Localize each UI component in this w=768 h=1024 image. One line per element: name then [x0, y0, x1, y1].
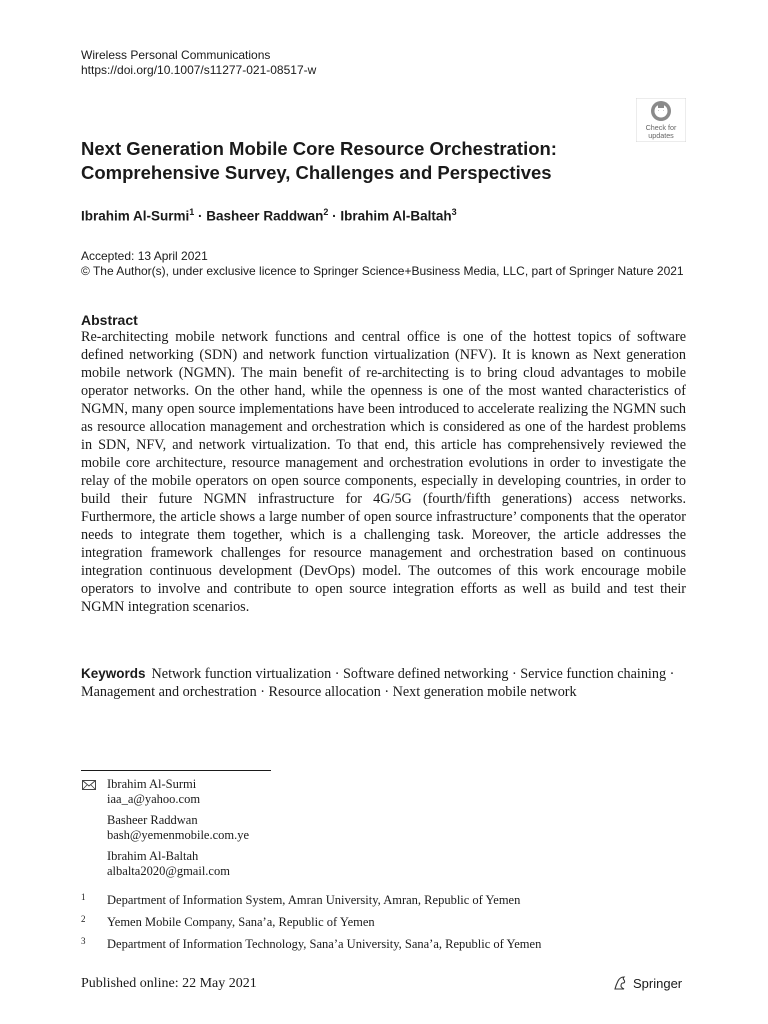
affiliation-number: 3	[81, 936, 86, 946]
check-label-2: updates	[648, 131, 674, 140]
keywords-label: Keywords	[81, 666, 146, 681]
affiliation-text: Department of Information System, Amran University, Amran, Republic of Yemen	[107, 893, 521, 907]
check-for-updates-badge[interactable]	[636, 98, 686, 142]
contact-list	[107, 777, 249, 885]
author-affil-mark: 3	[451, 207, 457, 217]
springer-horse-icon	[612, 975, 628, 991]
contact-entry	[107, 813, 249, 843]
contact-email[interactable]: albalta2020@gmail.com	[107, 864, 230, 878]
journal-header	[81, 48, 316, 78]
author-name[interactable]: Ibrahim Al-Baltah	[340, 208, 452, 224]
abstract-heading: Abstract	[81, 312, 138, 328]
contact-name: Basheer Raddwan	[107, 813, 198, 827]
author-affil-mark: 2	[323, 207, 329, 217]
publisher-logo[interactable]	[612, 975, 682, 991]
author-separator: ·	[194, 208, 207, 224]
footnote-divider	[81, 770, 271, 771]
abstract-text: Re-architecting mobile network functions and central office is one of the hottest topics of software defined networking (SDN) and network function virtualization (NFV). It is known as Next generation mobile network (NGMN). The main benefit of re-architecting is to bring cloud advantages to mobile operator networks. On the other hand, while the openness is one of the most wanted characteristics of NGMN, many open source implementations have been introduced to accelerate realizing the NGMN such as resource allocation management and orchestration which is considered as one of the hardest problems in SDN, NFV, and network virtualization. To that end, this article has comprehensively reviewed the mobile core architecture, resource management and orchestration evolutions in order to investigate the relay of the mobile operators on open source components, especially in developing countries, in order to build their future NGMN infrastructure for 4G/5G (fourth/fifth generations) access networks. Furthermore, the article shows a large number of open source infrastructure’ components that the operator needs to integrate them together, which is a challenging task. Moreover, the article addresses the integration framework challenges for resource management and orchestration based on continuous integration continuous development (DevOps) model. The outcomes of this work encourage mobile operators to involve and contribute to open source integration efforts as well as build and test their NGMN integration scenarios.	[81, 329, 686, 615]
article-dates	[81, 249, 684, 279]
envelope-icon	[82, 780, 96, 790]
accepted-date: Accepted: 13 April 2021	[81, 249, 208, 263]
doi-link[interactable]: https://doi.org/10.1007/s11277-021-08517-w	[81, 63, 317, 77]
affiliation-text: Department of Information Technology, Sana’a University, Sana’a, Republic of Yemen	[107, 937, 542, 951]
keywords-text: Network function virtualization · Software defined networking · Service function chaining · Management and orchestration · Resource allocation · Next generation mobile network	[81, 666, 675, 700]
affiliation-number: 1	[81, 892, 86, 902]
contact-email[interactable]: iaa_a@yahoo.com	[107, 792, 201, 806]
author-name[interactable]: Ibrahim Al-Surmi	[81, 208, 190, 224]
publisher-name: Springer	[633, 975, 683, 991]
paper-title: Next Generation Mobile Core Resource Orchestration: Comprehensive Survey, Challenges and Perspectives	[81, 138, 557, 183]
author-affil-mark: 1	[189, 207, 195, 217]
contact-entry	[107, 849, 249, 879]
contact-entry	[107, 777, 249, 807]
author-name[interactable]: Basheer Raddwan	[206, 208, 324, 224]
affiliation-number: 2	[81, 914, 86, 924]
copyright-line: © The Author(s), under exclusive licence to Springer Science+Business Media, LLC, part of Springer Nature 2021	[81, 264, 684, 278]
contact-name: Ibrahim Al-Surmi	[107, 777, 197, 791]
contact-email[interactable]: bash@yemenmobile.com.ye	[107, 828, 250, 842]
journal-name: Wireless Personal Communications	[81, 48, 271, 62]
check-label-1: Check for	[645, 123, 677, 132]
author-list	[81, 207, 457, 224]
keywords-block	[81, 665, 686, 701]
published-date: Published online: 22 May 2021	[81, 976, 257, 991]
author-separator: ·	[328, 208, 341, 224]
affiliation-text: Yemen Mobile Company, Sana’a, Republic of Yemen	[107, 915, 375, 929]
contact-name: Ibrahim Al-Baltah	[107, 849, 199, 863]
